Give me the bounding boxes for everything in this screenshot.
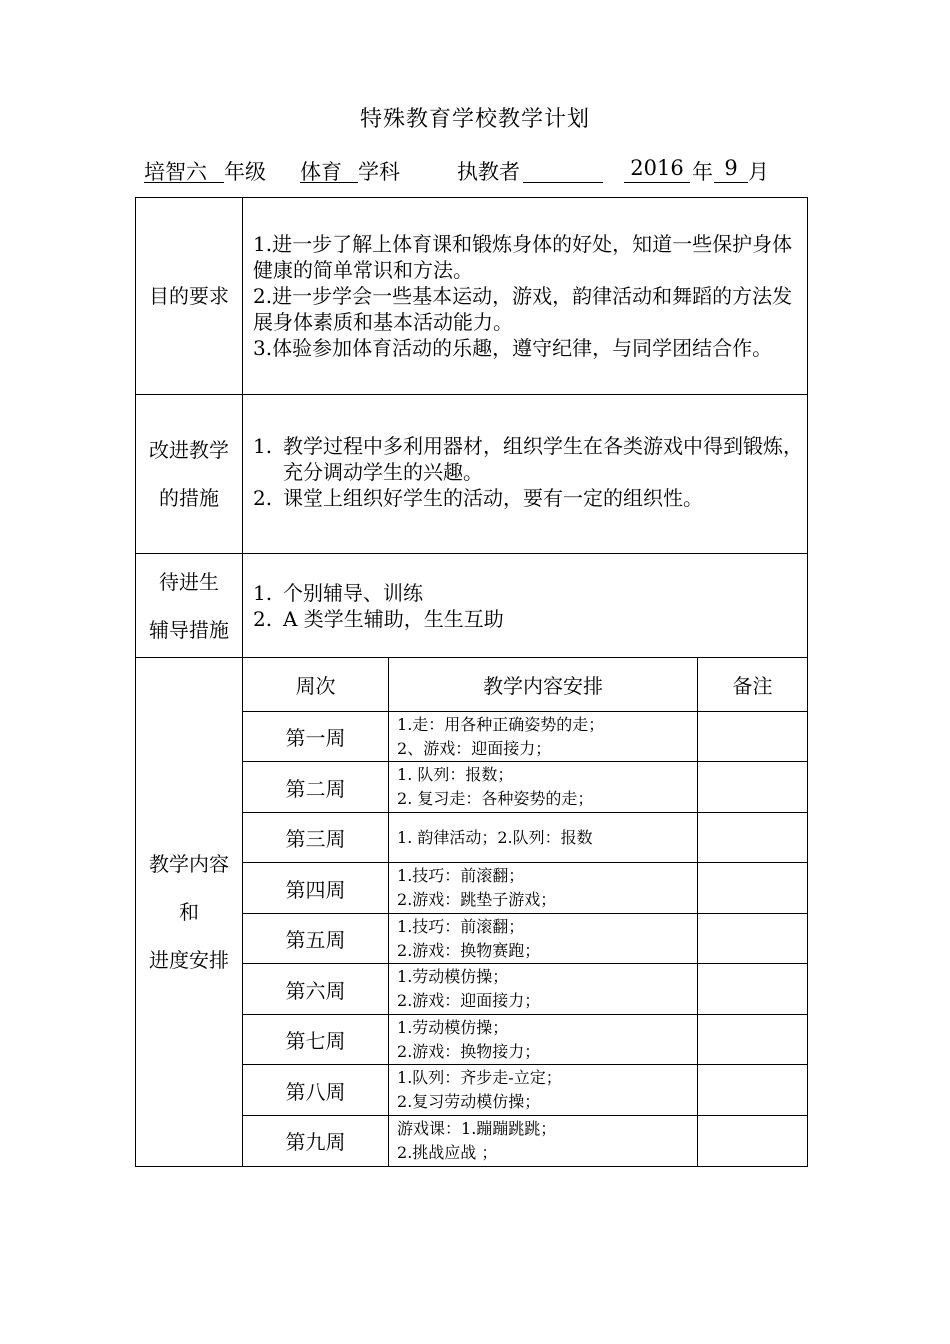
week-content bbox=[389, 712, 698, 762]
week-content-line: 2.游戏：换物接力； bbox=[397, 1041, 541, 1061]
week-note bbox=[698, 964, 807, 1015]
table-row bbox=[243, 1065, 807, 1116]
table-row bbox=[243, 863, 807, 914]
teaching-plan-table bbox=[135, 197, 808, 1167]
subject-value: 体育 bbox=[300, 156, 358, 183]
week-content-line: 1.劳动模仿操； bbox=[397, 967, 509, 986]
list-item bbox=[253, 606, 803, 632]
schedule-label-line: 和 bbox=[179, 899, 199, 924]
year-label: 年 bbox=[692, 160, 713, 184]
item-text: 个别辅导、训练 bbox=[283, 580, 423, 605]
measures-content bbox=[243, 395, 808, 554]
week-content-line: 2.挑战应战 ； bbox=[397, 1142, 498, 1162]
item-number: 1. bbox=[253, 434, 273, 458]
teacher-value bbox=[523, 156, 603, 183]
week-content-line: 2. 复习走：各种姿势的走； bbox=[397, 789, 594, 808]
list-item bbox=[253, 580, 803, 606]
item-number: 2. bbox=[253, 486, 273, 510]
page-title: 特殊教育学校教学计划 bbox=[359, 107, 590, 132]
tutoring-label-line: 辅导措施 bbox=[149, 617, 229, 642]
goals-label: 目的要求 bbox=[136, 198, 243, 395]
week-content-line: 1.走：用各种正确姿势的走； bbox=[397, 714, 605, 734]
table-row bbox=[243, 712, 807, 762]
header-content: 教学内容安排 bbox=[389, 658, 698, 712]
week-label: 第二周 bbox=[243, 762, 389, 813]
schedule-table bbox=[243, 658, 807, 1166]
week-label: 第五周 bbox=[243, 914, 389, 964]
schedule-cell bbox=[243, 658, 808, 1167]
schedule-header-row bbox=[243, 658, 807, 712]
schedule-label-line: 教学内容 bbox=[149, 851, 229, 876]
week-content bbox=[389, 863, 698, 914]
table-row bbox=[243, 1116, 807, 1166]
header-week: 周次 bbox=[243, 658, 389, 712]
list-item bbox=[253, 433, 803, 485]
table-row bbox=[243, 914, 807, 964]
month-label: 月 bbox=[748, 160, 769, 184]
week-content-line: 1. 队列：报数； bbox=[397, 765, 514, 784]
item-text: 教学过程中多利用器材，组织学生在各类游戏中得到锻炼，充分调动学生的兴趣。 bbox=[283, 434, 803, 484]
week-label: 第七周 bbox=[243, 1015, 389, 1065]
week-content-line: 2.游戏：换物赛跑； bbox=[397, 940, 541, 960]
goal-line: 2.进一步学会一些基本运动，游戏，韵律活动和舞蹈的方法发展身体素质和基本活动能力。 bbox=[253, 284, 793, 334]
schedule-label-line: 进度安排 bbox=[149, 947, 229, 972]
header-note: 备注 bbox=[698, 658, 807, 712]
table-row bbox=[243, 813, 807, 863]
teacher-label: 执教者 bbox=[457, 160, 520, 184]
week-content-line: 2.游戏：迎面接力； bbox=[397, 991, 541, 1010]
week-content-line: 2.游戏：跳垫子游戏； bbox=[397, 890, 557, 909]
measures-row bbox=[136, 395, 808, 554]
goals-content bbox=[243, 198, 808, 395]
week-content bbox=[389, 1015, 698, 1065]
measures-label bbox=[136, 395, 243, 554]
week-content bbox=[389, 914, 698, 964]
item-text: A 类学生辅助，生生互助 bbox=[283, 606, 504, 631]
week-content-line: 2、游戏：迎面接力； bbox=[397, 738, 552, 758]
week-content-line: 1.技巧：前滚翻； bbox=[397, 916, 525, 936]
week-label: 第六周 bbox=[243, 964, 389, 1015]
week-note bbox=[698, 863, 807, 914]
measures-label-line: 的措施 bbox=[159, 486, 219, 510]
week-note bbox=[698, 914, 807, 964]
week-note bbox=[698, 1065, 807, 1116]
week-content-line: 1.队列：齐步走-立定； bbox=[397, 1068, 562, 1087]
table-row bbox=[243, 762, 807, 813]
tutoring-content bbox=[243, 554, 808, 658]
week-content bbox=[389, 1065, 698, 1116]
week-content-line: 游戏课：1.蹦蹦跳跳； bbox=[397, 1118, 557, 1138]
goal-line: 1.进一步了解上体育课和锻炼身体的好处，知道一些保护身体健康的简单常识和方法。 bbox=[253, 232, 793, 282]
item-number: 2. bbox=[253, 606, 273, 631]
grade-value: 培智六 bbox=[144, 156, 224, 183]
week-content-line: 1.劳动模仿操； bbox=[397, 1017, 509, 1037]
week-note bbox=[698, 813, 807, 863]
week-label: 第四周 bbox=[243, 863, 389, 914]
week-label: 第一周 bbox=[243, 712, 389, 762]
week-label: 第三周 bbox=[243, 813, 389, 863]
week-note bbox=[698, 1015, 807, 1065]
week-content bbox=[389, 813, 698, 863]
item-text: 课堂上组织好学生的活动，要有一定的组织性。 bbox=[283, 486, 703, 510]
tutoring-label bbox=[136, 554, 243, 658]
tutoring-label-line: 待进生 bbox=[159, 569, 219, 594]
week-label: 第八周 bbox=[243, 1065, 389, 1116]
week-content bbox=[389, 1116, 698, 1166]
week-note bbox=[698, 1116, 807, 1166]
goals-row bbox=[136, 198, 808, 395]
subject-label: 学科 bbox=[358, 160, 400, 184]
item-number: 1. bbox=[253, 580, 273, 605]
list-item bbox=[253, 485, 803, 511]
week-note bbox=[698, 762, 807, 813]
measures-label-line: 改进教学 bbox=[149, 438, 229, 462]
grade-label: 年级 bbox=[224, 160, 266, 184]
schedule-row bbox=[136, 658, 808, 1167]
week-label: 第九周 bbox=[243, 1116, 389, 1166]
week-content-line: 2.复习劳动模仿操； bbox=[397, 1092, 541, 1111]
week-content bbox=[389, 762, 698, 813]
week-content-line: 1.技巧：前滚翻； bbox=[397, 866, 525, 885]
week-content bbox=[389, 964, 698, 1015]
year-value: 2016 bbox=[624, 156, 690, 183]
tutoring-row bbox=[136, 554, 808, 658]
schedule-label bbox=[136, 658, 243, 1167]
goal-line: 3.体验参加体育活动的乐趣，遵守纪律，与同学团结合作。 bbox=[253, 336, 773, 360]
month-value: 9 bbox=[714, 156, 748, 183]
table-row bbox=[243, 1015, 807, 1065]
week-content-line: 1. 韵律活动；2.队列：报数 bbox=[397, 827, 593, 847]
week-note bbox=[698, 712, 807, 762]
table-row bbox=[243, 964, 807, 1015]
